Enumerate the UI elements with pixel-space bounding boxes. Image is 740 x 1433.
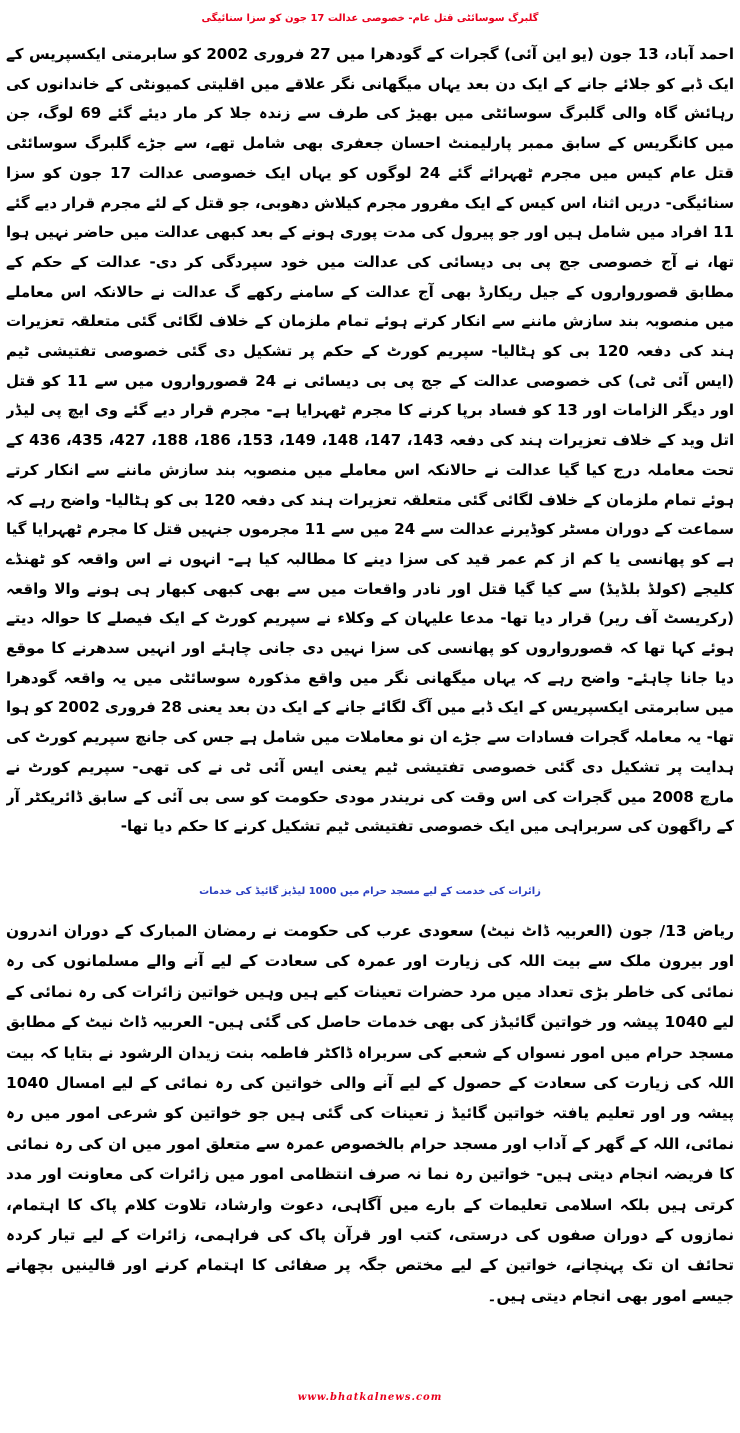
website-url-footer: www.bhatkalnews.com [297,1392,443,1403]
article-gulberg-body: احمد آباد، 13 جون (یو این آئی) گجرات کے گودھرا میں 27 فروری 2002 کو سابرمتی ایکسپریس کے ایک ڈبے کو جلائے جانے کے ایک دن بعد یہاں میگھانی نگر علاقے میں اقلیتی کمیونٹی کے خاندانوں کی رہائش گاہ والی گلبرگ سوسائٹی میں بھیڑ کی طرف سے زندہ جلا کر مار دیئے گئے 69 لوگ، جن میں کانگریس کے سابق ممبر پارلیمنٹ احسان جعفری بھی شامل تھے، سے جڑے گلبرگ سوسائٹی قتل عام کیس میں مجرم ٹھہرائے گئے 24 لوگوں کو یہاں ایک خصوصی عدالت 17 جون کو سزا سنائیگی- دریں اثنا، اس کیس کے ایک مفرور مجرم کیلاش دھوبی، جو قتل کے لئے مجرم قرار دیے گئے 11 افراد میں شامل ہیں اور جو پیرول کی مدت پوری ہونے کے بعد کبھی عدالت میں حاضر نہیں ہوا تھا، نے آج خصوصی جج پی بی دیسائی کی عدالت میں خود سپردگی کر دی- عدالت کے حکم کے مطابق قصورواروں کے جیل ریکارڈ بھی آج عدالت کے سامنے رکھے گ عدالت نے حالانکہ اس معاملے میں منصوبہ بند سازش ماننے سے انکار کرتے ہوئے تمام ملزمان کے خلاف لگائی گئی متعلقہ تعزیرات ہند کی دفعہ 120 بی کو ہٹالیا- سپریم کورٹ کے حکم پر تشکیل دی گئی خصوصی تفتیشی ٹیم (ایس آئی ٹی) کی خصوصی عدالت کے جج پی بی دیسائی نے 24 قصورواروں میں سے 11 کو قتل اور دیگر الزامات اور 13 کو فساد برپا کرنے کا مجرم ٹھہرایا ہے- مجرم قرار دیے گئے وی ایچ پی لیڈر اتل وید کے خلاف تعزیرات ہند کی دفعہ 143، 147، 148، 149، 153، 186، 188، 427، 435، 436 کے تحت معاملہ درج کیا گیا عدالت نے حالانکہ اس معاملے میں منصوبہ بند سازش ماننے سے انکار کرتے ہوئے تمام ملزمان کے خلاف لگائی گئی متعلقہ تعزیرات ہند کی دفعہ 120 بی کو ہٹالیا- واضح رہے کہ سماعت کے دوران مسٹر کوڈیرنے عدالت سے 24 میں سے 11 مجرموں جنہیں قتل کا مجرم ٹھہرایا گیا ہے کو پھانسی یا کم از کم عمر قید کی سزا دینے کا مطالبہ کیا ہے- انہوں نے اس واقعہ کو ٹھنڈے کلیجے (کولڈ بلڈیڈ) سے کیا گیا قتل اور نادر واقعات میں سے بھی کبھی کبھار ہی ہونے والا واقعہ (رکریسٹ آف ریر) قرار دیا تھا- مدعا علیہان کے وکلاء نے سپریم کورٹ کے ایک فیصلے کا حوالہ دیتے ہوئے کہا تھا کہ قصورواروں کو پھانسی کی سزا نہیں دی جانی چاہئے اور انہیں سدھرنے کا موقع دیا جانا چاہئے- واضح رہے کہ یہاں میگھانی نگر میں واقع مذکورہ سوسائٹی میں یہ واقعہ گودھرا میں سابرمتی ایکسپریس کے ایک ڈبے میں آگ لگائے جانے کے ایک دن بعد یعنی 28 فروری 2002 کو ہوا تھا- یہ معاملہ گجرات فسادات سے جڑے ان نو معاملات میں شامل ہے جس کی جانچ سپریم کورٹ کی ہدایت پر تشکیل دی گئی خصوصی تفتیشی ٹیم یعنی ایس آئی ٹی نے کی تھی- سپریم کورٹ نے مارچ 2008 میں گجرات کی اس وقت کی نریندر مودی حکومت کو سی بی آئی کے سابق ڈائریکٹر آر کے راگھون کی سربراہی میں ایک خصوصی تفتیشی ٹیم تشکیل کرنے کا حکم دیا تھا- [6,45,734,836]
article-ladies-guides-body: ریاض 13/ جون (العربیہ ڈاٹ نیٹ) سعودی عرب کی حکومت نے رمضان المبارک کے دوران اندرون اور بیرون ملک سے بیت اللہ کی زیارت اور عمرہ کی سعادت کے لیے آنے والے مسلمانوں کی رہ نمائی کی خاطر بڑی تعداد میں مرد حضرات تعینات کیے ہیں وہیں خواتین زائرات کی رہ نمائی کے لیے 1040 پیشہ ور خواتین گائیڈز کی بھی خدمات حاصل کی گئی ہیں- العربیہ ڈاٹ نیٹ کے مطابق مسجد حرام میں امور نسواں کے شعبے کی سربراہ ڈاکٹر فاطمہ بنت زیدان الرشود نے بتایا کہ بیت اللہ کی زیارت کی سعادت کے حصول کے لیے آنے والی خواتین کی رہ نمائی کے لیے امسال 1040 پیشہ ور اور تعلیم یافتہ خواتین گائیڈ ز تعینات کی گئی ہیں جو خواتین کو شرعی امور میں رہ نمائی، اللہ کے گھر کے آداب اور مسجد حرام بالخصوص عمرہ سے متعلق امور میں ان کی رہ نمائی کا فریضہ انجام دیتی ہیں- خواتین رہ نما نہ صرف انتظامی امور میں زائرات کی معاونت اور مدد کرتی ہیں بلکہ اسلامی تعلیمات کے بارے میں آگاہی، دعوت وارشاد، تلاوت کلام پاک کا اہتمام، نمازوں کے دوران صفوں کی درستی، کتب اور قرآن پاک کی فراہمی، زائرات کے لیے تیار کردہ تحائف ان تک پہنچانے، خواتین کے لیے مختص جگہ پر صفائی کا اہتمام کرنے اور قالینیں بچھانے جیسے امور بھی انجام دیتی ہیں۔ [6,922,734,1305]
headline-gulberg: گلبرگ سوسائٹی قتل عام- خصوصی عدالت 17 جون کو سزا سنائیگی [201,13,539,24]
headline-ladies-guides: زائرات کی خدمت کے لیے مسجد حرام میں 1000 لیڈیز گائیڈ کی خدمات [199,886,541,897]
